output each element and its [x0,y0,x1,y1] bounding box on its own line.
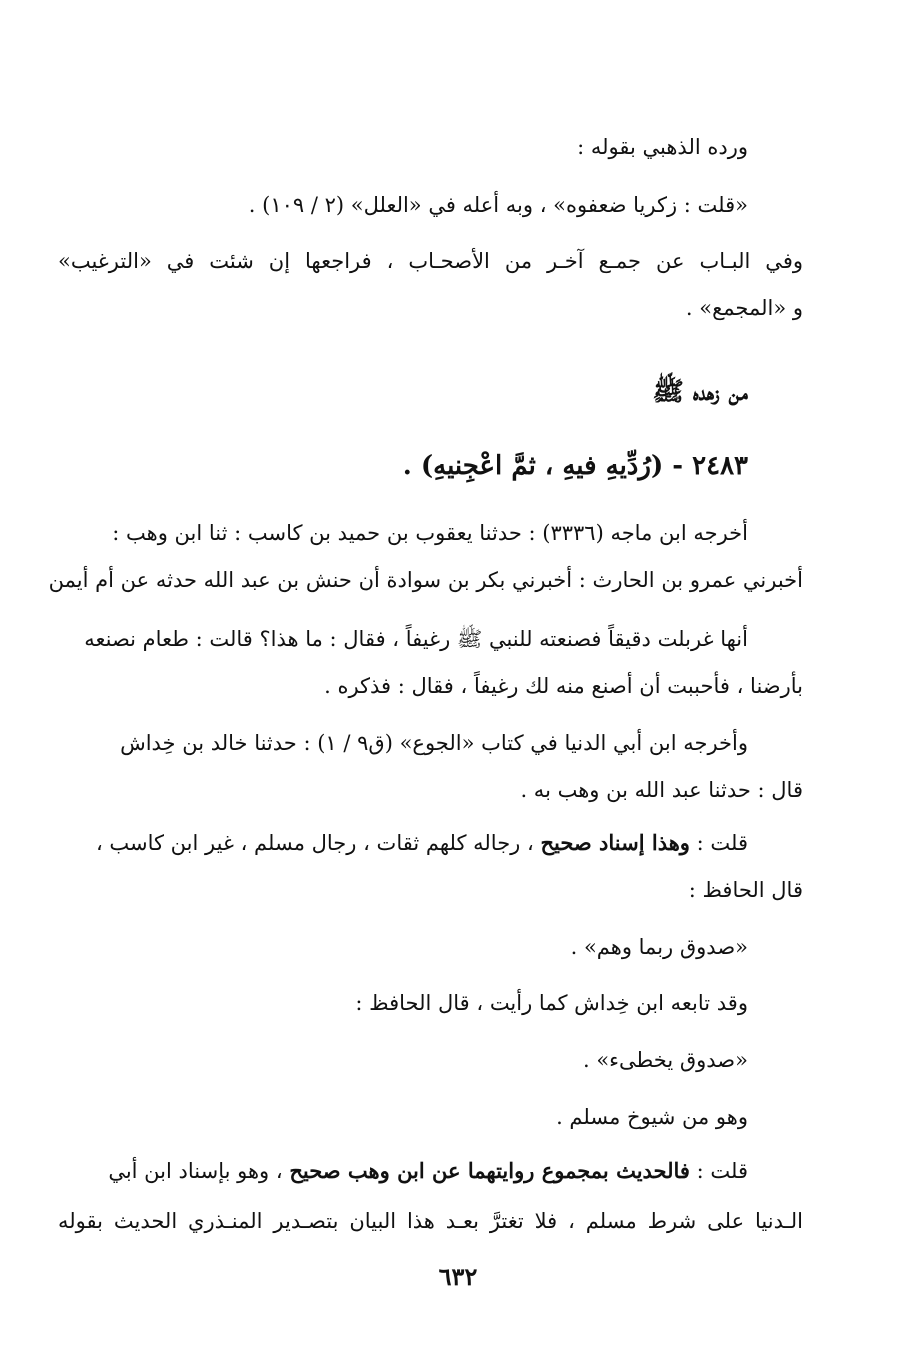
paragraph-line [108,1156,748,1186]
paragraph-line: أخرجه ابن ماجه (٣٣٣٦) : حدثنا يعقوب بن حميد بن كاسب : ثنا ابن وهب : [112,521,748,545]
text-line: ورده الذهبي بقوله : [577,135,748,159]
paragraph-line: أنها غربلت دقيقاً فصنعته للنبي ﷺ رغيفاً ، فقال : ما هذا؟ قالت : طعام نصنعه [84,627,748,651]
quote-line: «صدوق يخطىء» . [582,1048,748,1072]
text-prefix: قلت : [689,831,748,855]
paragraph-line: وفي البـاب عن جمـع آخـر من الأصحـاب ، فراجعها إن شئت في «الترغيب» [58,249,803,273]
paragraph-line: وهو من شيوخ مسلم . [556,1105,748,1129]
bold-phrase: فالحديث بمجموع روايتهما عن ابن وهب صحيح [289,1158,690,1183]
bold-phrase: وهذا إسناد صحيح [540,830,690,855]
text-suffix: ، رجاله كلهم ثقات ، رجال مسلم ، غير ابن كاسب ، [95,831,541,855]
quote-line: «قلت : زكريا ضعفوه» ، وبه أعله في «العلل» (٢ / ١٠٩) . [248,193,748,217]
paragraph-line: أخبرني عمرو بن الحارث : أخبرني بكر بن سوادة أن حنش بن عبد الله حدثه عن أم أيمن [48,568,803,592]
text-suffix: ، وهو بإسناد ابن أبي [108,1159,290,1183]
paragraph-line: بأرضنا ، فأحببت أن أصنع منه لك رغيفاً ، فقال : فذكره . [324,674,803,698]
section-heading: من زهده ﷺ [652,377,748,407]
paragraph-line [96,828,748,858]
paragraph-line: الـدنيا على شرط مسلم ، فلا تغترَّ بعـد هذا البيان بتصـدير المنـذري الحديث بقوله [58,1209,803,1233]
hadith-heading: ٢٤٨٣ - (رُدِّيهِ فيهِ ، ثمَّ اعْجِنيهِ) . [402,451,748,481]
paragraph-line: قال الحافظ : [688,878,803,902]
paragraph-line: وأخرجه ابن أبي الدنيا في كتاب «الجوع» (ق٩ / ١) : حدثنا خالد بن خِداش [120,731,748,755]
paragraph-line: وقد تابعه ابن خِداش كما رأيت ، قال الحافظ : [355,991,748,1015]
page-number: ٦٣٢ [438,1262,478,1291]
paragraph-line: قال : حدثنا عبد الله بن وهب به . [520,778,803,802]
quote-line: «صدوق ربما وهم» . [570,935,748,959]
paragraph-line: و «المجمع» . [685,296,803,320]
text-prefix: قلت : [689,1159,748,1183]
